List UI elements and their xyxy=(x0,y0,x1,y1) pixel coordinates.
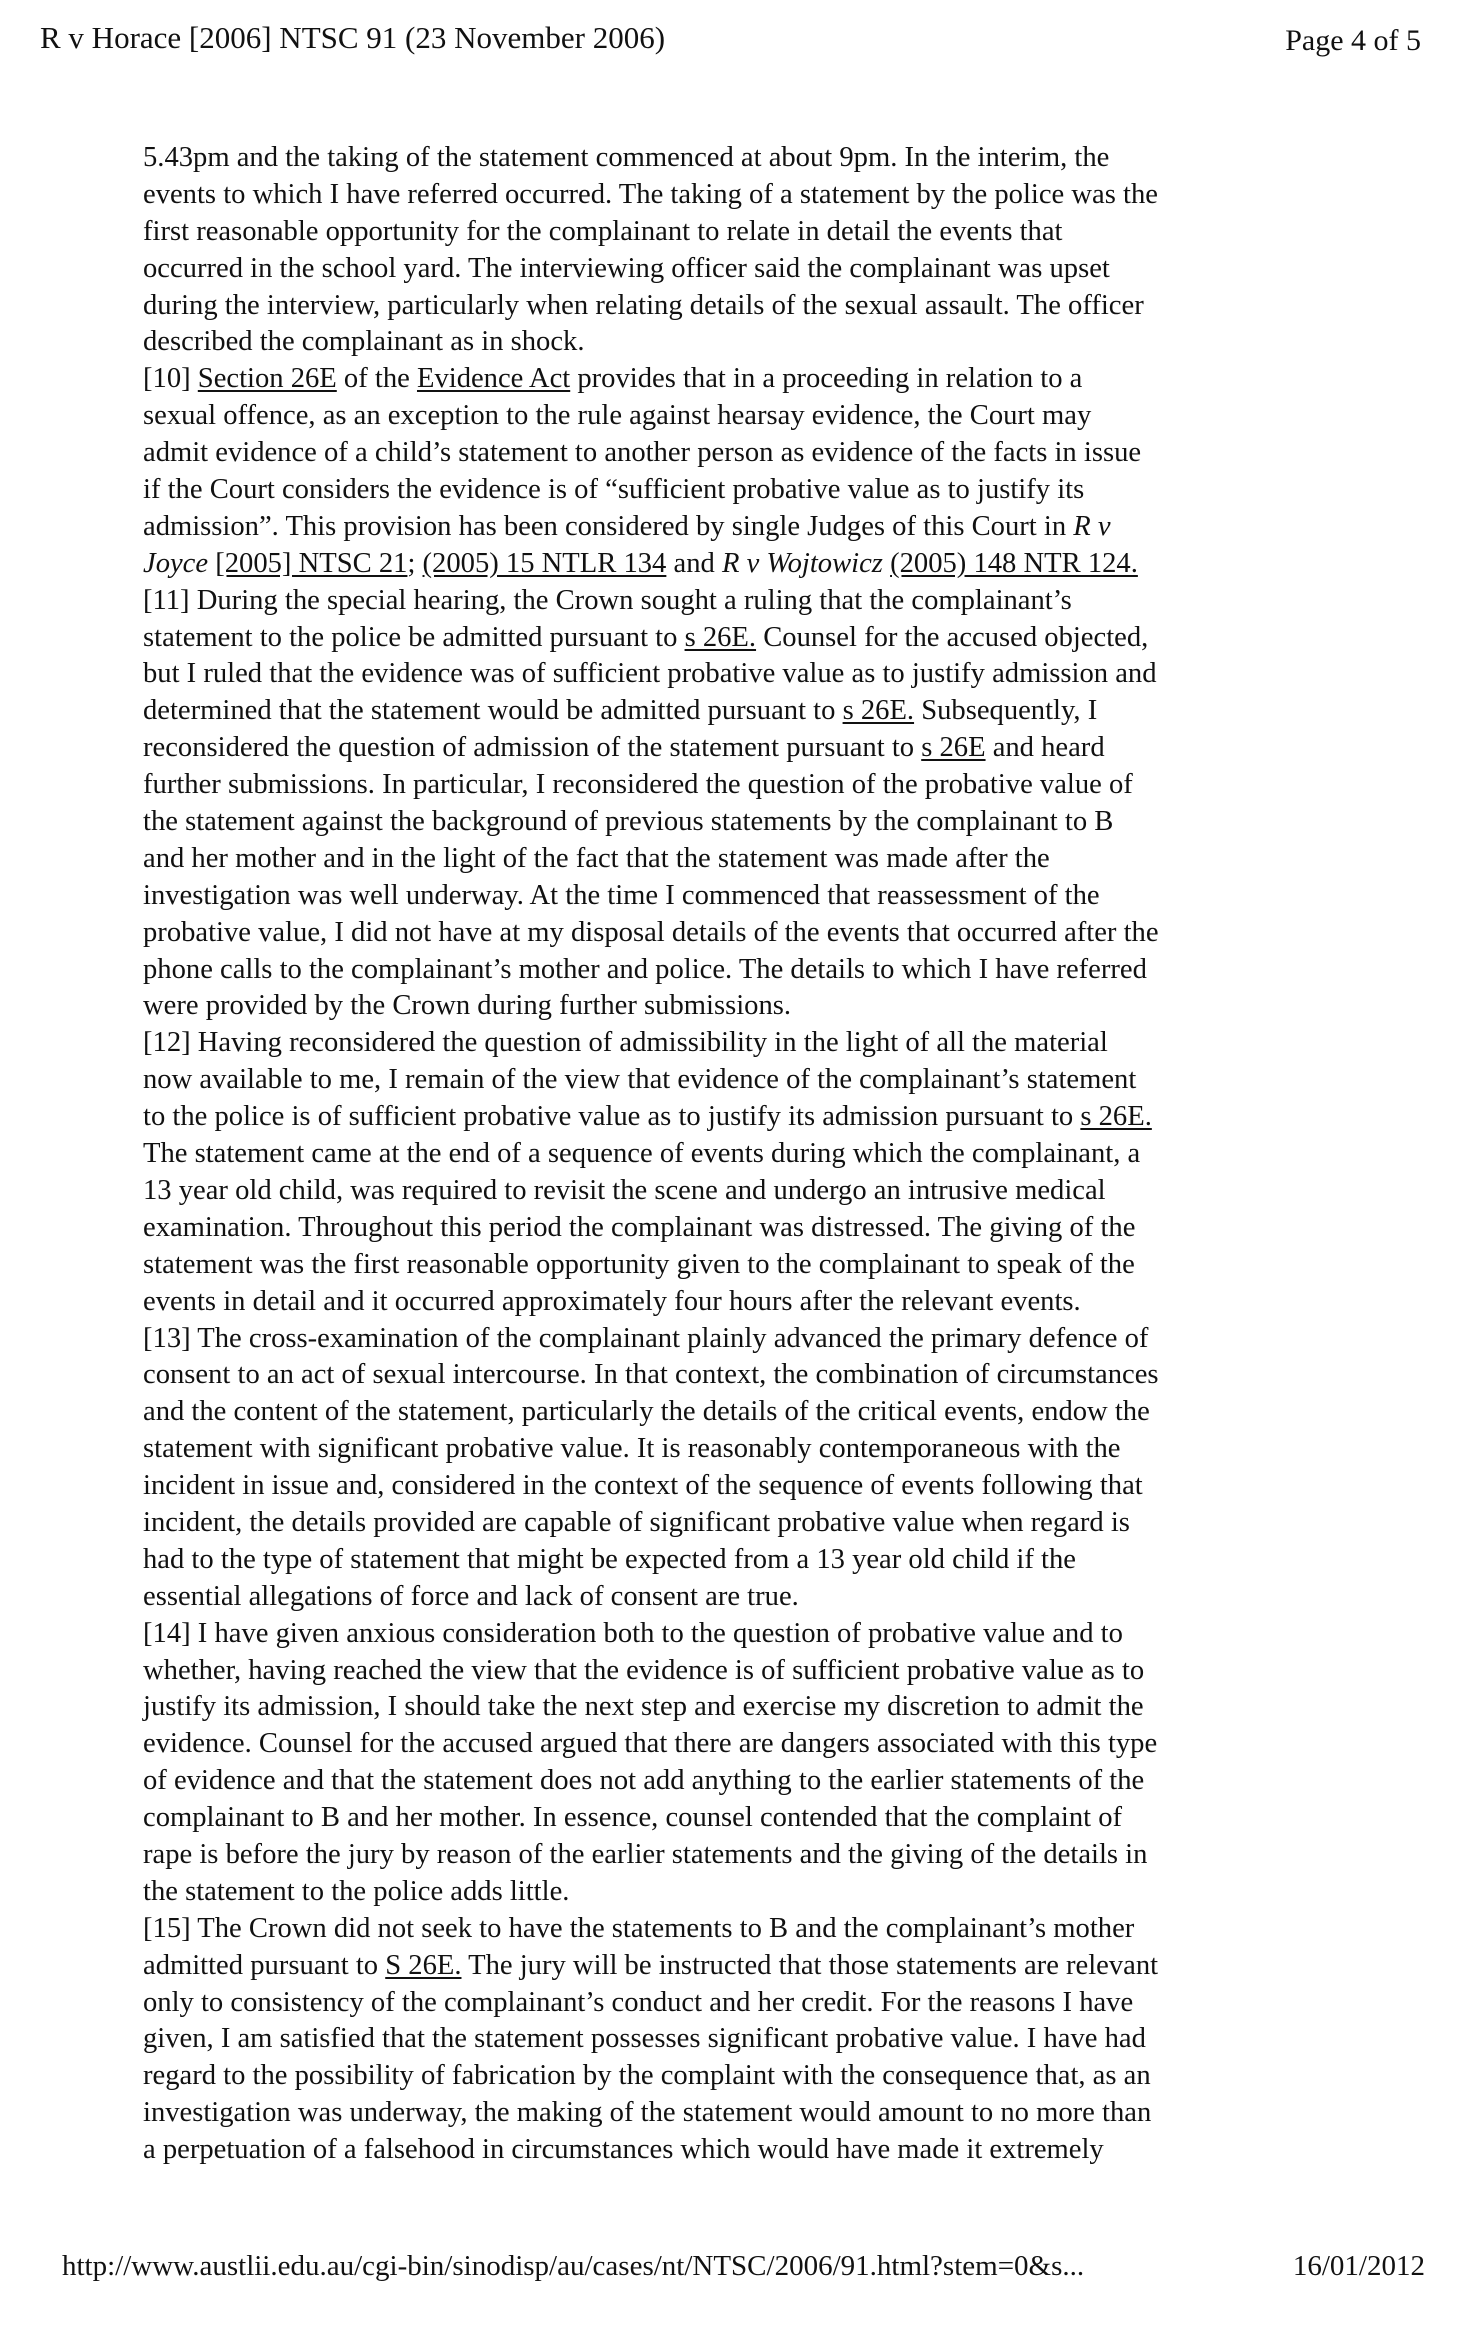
text-segment: but I ruled that the evidence was of sufficient probative value as to justify admission and xyxy=(143,658,1157,690)
text-segment: The statement came at the end of a sequence of events during which the complainant, a xyxy=(143,1138,1141,1170)
text-segment: regard to the possibility of fabrication by the complaint with the consequence that, as an xyxy=(143,2060,1151,2092)
text-line xyxy=(143,804,1343,841)
text-segment xyxy=(883,548,890,579)
text-segment: [14] I have given anxious consideration both to the question of probative value and to xyxy=(143,1617,1123,1649)
text-line xyxy=(143,1321,1343,1358)
case-name: R v Wojtowicz xyxy=(721,547,883,579)
text-line xyxy=(143,1911,1343,1948)
text-line xyxy=(143,1653,1343,1690)
text-line xyxy=(143,1689,1343,1726)
text-line xyxy=(143,583,1343,620)
text-segment: essential allegations of force and lack of consent are true. xyxy=(143,1580,799,1612)
text-segment: justify its admission, I should take the next step and exercise my discretion to admit the xyxy=(143,1691,1144,1723)
text-line xyxy=(143,2132,1343,2169)
citation-link[interactable]: Section 26E xyxy=(197,363,337,395)
text-line xyxy=(143,214,1343,251)
text-line xyxy=(143,656,1343,693)
citation-link[interactable]: [2005] NTSC 21 xyxy=(215,547,408,579)
text-line xyxy=(143,693,1343,730)
text-segment: only to consistency of the complainant’s conduct and her credit. For the reasons I have xyxy=(143,1986,1134,2018)
text-segment: if the Court considers the evidence is of “sufficient probative value as to justify its xyxy=(143,474,1085,506)
text-line xyxy=(143,1800,1343,1837)
text-line xyxy=(143,288,1343,325)
text-segment: Counsel for the accused objected, xyxy=(756,621,1149,653)
citation-link[interactable]: S 26E. xyxy=(385,1949,462,1981)
text-line xyxy=(143,1763,1343,1800)
text-line xyxy=(143,251,1343,288)
text-line xyxy=(143,1874,1343,1911)
text-segment: the statement to the police adds little. xyxy=(143,1875,570,1907)
text-segment: and her mother and in the light of the fact that the statement was made after the xyxy=(143,842,1050,874)
text-segment: examination. Throughout this period the complainant was distressed. The giving of the xyxy=(143,1211,1136,1243)
text-segment: [13] The cross-examination of the complainant plainly advanced the primary defence of xyxy=(143,1322,1149,1354)
text-segment: statement with significant probative value. It is reasonably contemporaneous with the xyxy=(143,1433,1121,1465)
text-segment: complainant to B and her mother. In essence, counsel contended that the complaint of xyxy=(143,1802,1123,1834)
text-segment: evidence. Counsel for the accused argued that there are dangers associated with this type xyxy=(143,1728,1158,1760)
text-segment: further submissions. In particular, I reconsidered the question of the probative value of xyxy=(143,769,1133,801)
text-segment: 5.43pm and the taking of the statement commenced at about 9pm. In the interim, the xyxy=(143,142,1110,173)
text-line xyxy=(143,472,1343,509)
text-segment: and xyxy=(666,547,722,579)
citation-link[interactable]: s 26E. xyxy=(1080,1101,1152,1133)
text-line xyxy=(143,1284,1343,1321)
text-segment: rape is before the jury by reason of the earlier statements and the giving of the details in xyxy=(143,1838,1148,1870)
text-line xyxy=(143,988,1343,1025)
citation-link[interactable]: s 26E xyxy=(921,732,986,764)
text-line xyxy=(143,952,1343,989)
text-line xyxy=(143,915,1343,952)
citation-link[interactable]: s 26E. xyxy=(842,695,915,727)
text-segment: now available to me, I remain of the view that evidence of the complainant’s statement xyxy=(143,1064,1137,1096)
text-line xyxy=(143,1210,1343,1247)
text-segment: [12] Having reconsidered the question of admissibility in the light of all the material xyxy=(143,1027,1108,1059)
text-line xyxy=(143,2095,1343,2132)
text-segment: of evidence and that the statement does not add anything to the earlier statements of the xyxy=(143,1765,1145,1797)
text-line xyxy=(143,177,1343,214)
text-line xyxy=(143,1579,1343,1616)
text-segment: were provided by the Crown during further submissions. xyxy=(143,990,792,1022)
text-segment: ; xyxy=(407,547,423,579)
text-segment: investigation was underway, the making of the statement would amount to no more than xyxy=(143,2097,1152,2129)
citation-link[interactable]: (2005) 15 NTLR 134 xyxy=(422,547,667,579)
text-line xyxy=(143,1726,1343,1763)
text-segment: phone calls to the complainant’s mother and police. The details to which I have referred xyxy=(143,953,1147,985)
text-segment: admitted pursuant to xyxy=(143,1949,386,1981)
text-line xyxy=(143,1357,1343,1394)
text-segment: sexual offence, as an exception to the rule against hearsay evidence, the Court may xyxy=(143,400,1092,432)
text-line xyxy=(143,1394,1343,1431)
text-segment: consent to an act of sexual intercourse. In that context, the combination of circumstances xyxy=(143,1359,1159,1391)
text-segment: statement to the police be admitted pursuant to xyxy=(143,621,685,653)
text-segment: whether, having reached the view that the evidence is of sufficient probative value as to xyxy=(143,1654,1145,1686)
text-line xyxy=(143,841,1343,878)
text-segment: incident in issue and, considered in the context of the sequence of events following that xyxy=(143,1470,1143,1502)
case-name: Joyce xyxy=(143,547,209,579)
text-segment: events in detail and it occurred approximately four hours after the relevant events. xyxy=(143,1285,1081,1317)
text-line xyxy=(143,361,1343,398)
text-segment: incident, the details provided are capable of significant probative value when regard is xyxy=(143,1506,1130,1538)
text-line xyxy=(143,1431,1343,1468)
text-segment: 13 year old child, was required to revisit the scene and undergo an intrusive medical xyxy=(143,1174,1106,1206)
text-segment: during the interview, particularly when relating details of the sexual assault. The officer xyxy=(143,289,1144,321)
text-line xyxy=(143,2021,1343,2058)
text-line xyxy=(143,1099,1343,1136)
text-segment: of the xyxy=(336,363,417,395)
footer-url[interactable]: http://www.austlii.edu.au/cgi-bin/sinodisp/au/cases/nt/NTSC/2006/91.html?stem=0&s... xyxy=(62,2250,1085,2282)
text-segment: and the content of the statement, particularly the details of the critical events, endow the xyxy=(143,1396,1150,1428)
citation-link[interactable]: (2005) 148 NTR 124. xyxy=(890,547,1138,579)
text-segment: first reasonable opportunity for the complainant to relate in detail the events that xyxy=(143,215,1063,247)
text-line xyxy=(143,324,1343,361)
text-line xyxy=(143,435,1343,472)
text-line xyxy=(143,2058,1343,2095)
text-line xyxy=(143,1173,1343,1210)
text-segment: [15] The Crown did not seek to have the statements to B and the complainant’s mother xyxy=(143,1912,1135,1944)
text-segment: Subsequently, I xyxy=(914,695,1098,727)
text-segment: [11] During the special hearing, the Crown sought a ruling that the complainant’s xyxy=(143,584,1072,616)
text-line xyxy=(143,1468,1343,1505)
text-segment: [10] xyxy=(143,363,198,395)
text-segment: probative value, I did not have at my disposal details of the events that occurred after the xyxy=(143,916,1159,948)
text-segment: the statement against the background of previous statements by the complainant to B xyxy=(143,806,1114,838)
text-segment: a perpetuation of a falsehood in circumstances which would have made it extremely xyxy=(143,2134,1104,2166)
text-line xyxy=(143,1948,1343,1985)
text-line xyxy=(143,140,1343,177)
text-segment: had to the type of statement that might be expected from a 13 year old child if the xyxy=(143,1543,1076,1575)
text-line xyxy=(143,1062,1343,1099)
text-line xyxy=(143,1025,1343,1062)
text-segment: determined that the statement would be admitted pursuant to xyxy=(143,695,843,727)
text-segment: admission”. This provision has been considered by single Judges of this Court in xyxy=(143,510,1074,542)
text-line xyxy=(143,509,1343,546)
text-segment: The jury will be instructed that those statements are relevant xyxy=(461,1949,1159,1981)
text-segment: occurred in the school yard. The interviewing officer said the complainant was upset xyxy=(143,252,1110,284)
text-line xyxy=(143,398,1343,435)
case-name: R v xyxy=(1073,510,1111,542)
footer-date: 16/01/2012 xyxy=(1292,2250,1425,2282)
page-header-title: R v Horace [2006] NTSC 91 (23 November 2006) xyxy=(40,20,666,55)
text-line xyxy=(143,620,1343,657)
text-segment: described the complainant as in shock. xyxy=(143,326,585,358)
text-line xyxy=(143,878,1343,915)
text-segment: given, I am satisfied that the statement possesses significant probative value. I have had xyxy=(143,2023,1146,2055)
text-segment: and heard xyxy=(985,732,1105,764)
text-line xyxy=(143,546,1343,583)
text-segment: admit evidence of a child’s statement to another person as evidence of the facts in issue xyxy=(143,437,1142,469)
text-segment: investigation was well underway. At the time I commenced that reassessment of the xyxy=(143,879,1100,911)
text-line xyxy=(143,1616,1343,1653)
document-body xyxy=(143,140,1343,2169)
text-segment: events to which I have referred occurred. The taking of a statement by the police was the xyxy=(143,178,1158,210)
citation-link[interactable]: s 26E. xyxy=(684,621,757,653)
page-number: Page 4 of 5 xyxy=(1285,24,1421,57)
text-segment: reconsidered the question of admission of the statement pursuant to xyxy=(143,732,922,764)
text-line xyxy=(143,730,1343,767)
text-segment: to the police is of sufficient probative value as to justify its admission pursuant to xyxy=(143,1101,1081,1133)
text-segment: provides that in a proceeding in relation to a xyxy=(570,363,1083,395)
text-line xyxy=(143,1542,1343,1579)
citation-link[interactable]: Evidence Act xyxy=(416,363,571,395)
text-line xyxy=(143,1505,1343,1542)
text-line xyxy=(143,1837,1343,1874)
text-line xyxy=(143,1985,1343,2022)
text-line xyxy=(143,767,1343,804)
text-line xyxy=(143,1136,1343,1173)
text-segment: statement was the first reasonable opportunity given to the complainant to speak of the xyxy=(143,1248,1135,1280)
text-line xyxy=(143,1247,1343,1284)
